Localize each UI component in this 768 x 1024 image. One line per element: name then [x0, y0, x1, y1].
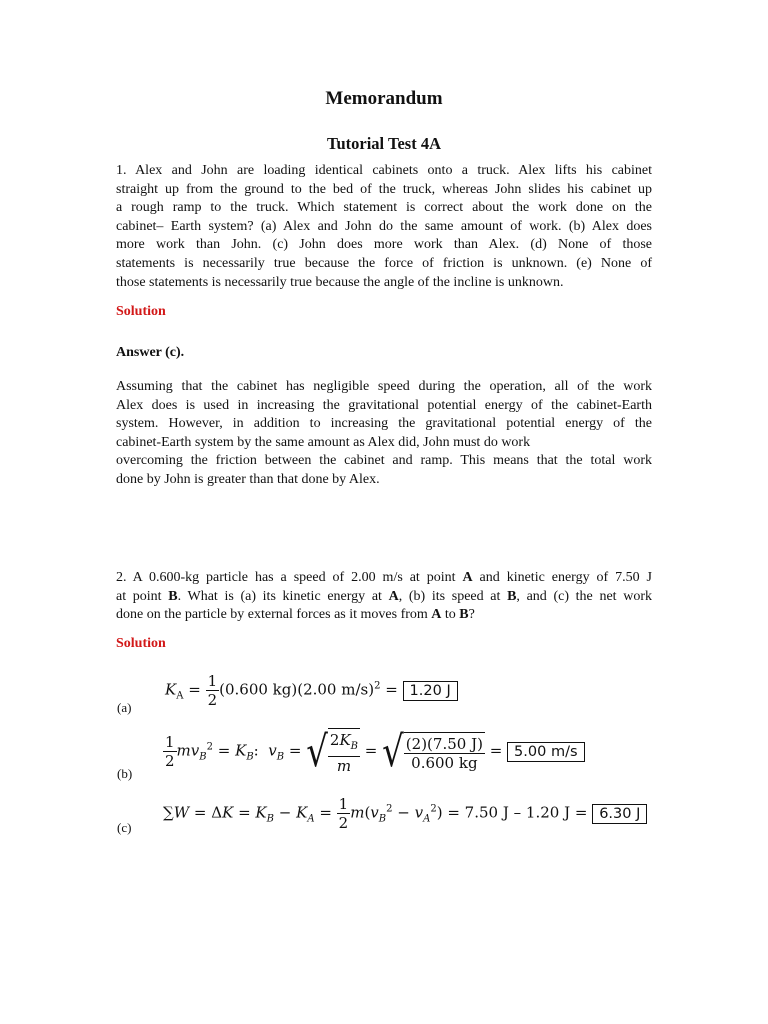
q2-line-2: at point B. What is (a) its kinetic energy at A, (b) its speed at B, and (c) the net work — [116, 588, 652, 604]
sqrt-numeric: √ $\frac{(2)(7.50 J)}{0.600 kg}$ — [382, 726, 483, 777]
explanation-line: system. However, in addition to increasing the gravitational potential energy of the — [116, 416, 652, 432]
equation-b: $\frac{1}{2}$ $mv_B^2 = K_B$: $v_B$ = √ $\frac{2K_B}{m}$ = √ $\frac{(2)(7.50 J)}{0.600 kg}$ = 5.00 m/s — [163, 728, 585, 775]
answer-box-a: 1.20 J — [403, 681, 458, 701]
q1-line: statements is necessarily true because the force of friction is unknown. (e) None of — [116, 255, 652, 271]
q1-line: straight up from the ground to the bed of the truck, whereas John slides his cabinet up — [116, 181, 652, 197]
q1-line: those statements is necessarily true because the angle of the incline is unknown. — [116, 274, 564, 290]
sqrt-symbolic: √ $\frac{2K_B}{m}$ — [306, 726, 359, 777]
equation-c: $\sum W = \Delta K = K_B - K_A$ = $\frac{1}{2}$ $m(v_B^2 - v_A^2) = 7.50$ J – 1.20 J = 6.30 J — [163, 795, 647, 832]
q1-line: a rough ramp to the truck. Which statement is correct about the work done on the — [116, 200, 652, 216]
memorandum-title: Memorandum — [325, 88, 443, 109]
explanation-line: overcoming the friction between the cabinet and ramp. This means that the total work — [116, 453, 652, 469]
tutorial-test-title: Tutorial Test 4A — [326, 134, 441, 153]
explanation-line: Alex does is used in increasing the gravitational potential energy of the cabinet-Earth — [116, 397, 652, 413]
explanation-line: cabinet-Earth system by the same amount as Alex did, John must do work — [116, 434, 531, 450]
part-b-label: (b) — [117, 766, 133, 781]
q2-line-1: 2. A 0.600-kg particle has a speed of 2.00 m/s at point A and kinetic energy of 7.50 J — [116, 570, 652, 585]
part-c-label: (c) — [117, 820, 132, 835]
fraction-one-half: $\frac{1}{2}$ — [207, 672, 218, 709]
equation-a: $K_A$ = $\frac{1}{2}$ (0.600 kg)(2.00 m/s)$^2$ = 1.20 J — [165, 672, 458, 709]
q1-answer: Answer (c). — [116, 345, 185, 360]
q1-line: cabinet– Earth system? (a) Alex and John do the same amount of work. (b) Alex does — [116, 218, 652, 234]
question-2-text — [116, 569, 652, 625]
answer-box-b: 5.00 m/s — [507, 742, 584, 762]
explanation-line: Assuming that the cabinet has negligible speed during the operation, all of the work — [116, 379, 652, 394]
part-a-label: (a) — [117, 700, 132, 715]
explanation-line: done by John is greater than that done by Alex. — [116, 471, 380, 487]
q2-solution-label: Solution — [116, 636, 166, 651]
q1-explanation — [116, 378, 652, 490]
q2-line-3: done on the particle by external forces as it moves from A to B? — [116, 607, 475, 623]
question-1-text — [116, 162, 652, 292]
q1-solution-label: Solution — [116, 304, 166, 319]
q1-line: 1. Alex and John are loading identical cabinets onto a truck. Alex lifts his cabinet — [116, 163, 652, 178]
q1-line: more work than John. (c) John does more work than Alex. (d) None of those — [116, 237, 652, 253]
answer-box-c: 6.30 J — [592, 804, 647, 824]
